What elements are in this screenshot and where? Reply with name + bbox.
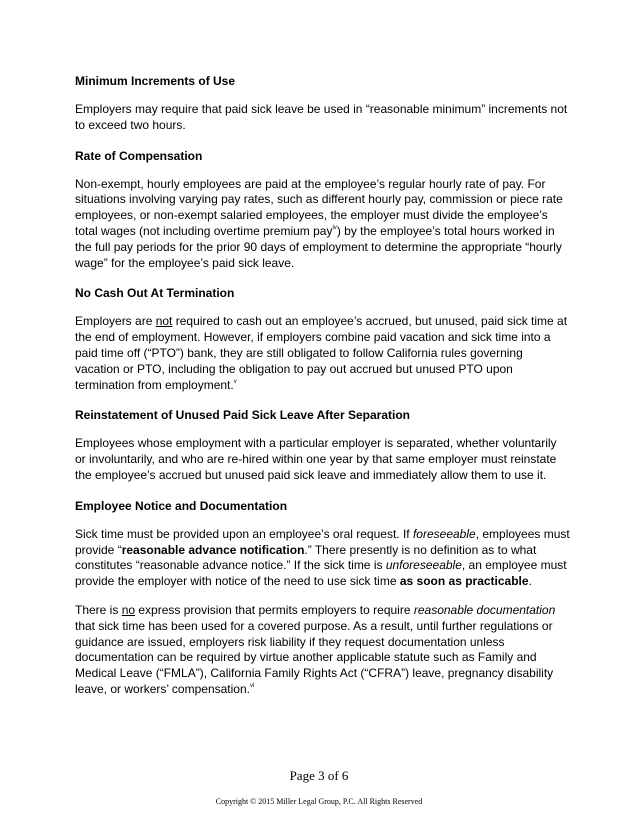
- endnote-ref-v: v: [233, 378, 237, 385]
- italic-text: foreseeable: [412, 526, 476, 541]
- text-run: Employers are: [75, 314, 156, 329]
- page-number: Page 3 of 6: [289, 768, 349, 783]
- text-run: that sick time has been used for a covered purpose. As a result, until further regulations or guidance are issued, employers risk liability if they request documentation unless documentation can be required by virtue another applicable statute such as Family and Medical Leave (“FMLA”), California Family Rights Act (“CFRA”) leave, pregnancy disability leave, or workers’ compensation.: [75, 618, 554, 696]
- section-heading-no-cash-out: No Cash Out At Termination: [75, 286, 235, 301]
- text-run: .” There presently is no definition as to what constitutes “reasonable advance notice.” If the sick time is: [75, 542, 537, 573]
- text-run: required to cash out an employee’s accrued, but unused, paid sick time at the end of employment. However, if employers combine paid vacation and sick time into a paid time off (“PTO”) bank, they are still obligated to follow California rules governing vacation or PTO, including the obligation to pay out accrued but unused PTO upon termination from employment.: [75, 314, 568, 392]
- paragraph-documentation: [75, 603, 570, 698]
- paragraph-minimum-increments: Employers may require that paid sick leave be used in “reasonable minimum” increments not to exceed two hours.: [75, 102, 568, 132]
- underlined-text: not: [155, 314, 173, 329]
- paragraph-no-cash-out: [75, 314, 570, 393]
- text-run: express provision that permits employers to require: [135, 602, 414, 617]
- paragraph-employee-notice: [75, 527, 570, 590]
- paragraph-rate-of-compensation: [75, 177, 570, 272]
- section-heading-employee-notice: Employee Notice and Documentation: [75, 498, 288, 513]
- endnote-ref-iv: iv: [332, 224, 337, 231]
- section-heading-rate-of-compensation: Rate of Compensation: [75, 148, 203, 163]
- copyright-notice: Copyright © 2015 Miller Legal Group, P.C. All Rights Reserved: [215, 797, 423, 806]
- text-run: .: [528, 574, 532, 589]
- text-run: There is: [75, 602, 122, 617]
- text-run: Non-exempt, hourly employees are paid at the employee’s regular hourly rate of pay. For situations involving varying pay rates, such as different hourly pay, commission or piece rate employees, or non-exempt salaried employees, the employer must divide the employee’s total wages (not including overtime premium pay: [75, 176, 563, 238]
- underlined-text: no: [121, 602, 136, 617]
- endnote-ref-vi: vi: [249, 682, 255, 689]
- italic-text: reasonable documentation: [413, 602, 556, 617]
- bold-text: as soon as practicable: [399, 574, 529, 589]
- text-run: , an employee must provide the employer with notice of the need to use sick time: [75, 558, 567, 589]
- section-heading-minimum-increments: Minimum Increments of Use: [75, 74, 236, 88]
- text-run: ) by the employee’s total hours worked in the full pay periods for the prior 90 days of employment to determine the appropriate “hourly wage” for the employee’s paid sick leave.: [75, 223, 562, 270]
- italic-text: unforeseeable: [385, 558, 462, 573]
- section-heading-reinstatement: Reinstatement of Unused Paid Sick Leave After Separation: [75, 408, 410, 423]
- paragraph-reinstatement: Employees whose employment with a particular employer is separated, whether voluntarily or involuntarily, and who are re-hired within one year by that same employer must reinstate the employee’s accrued but unused paid sick leave and immediately allow them to use it.: [75, 436, 557, 482]
- document-body: [75, 74, 570, 711]
- text-run: , employees must provide “: [75, 526, 570, 557]
- bold-text: reasonable advance notification: [121, 542, 305, 557]
- text-run: Sick time must be provided upon an employee’s oral request. If: [75, 526, 413, 541]
